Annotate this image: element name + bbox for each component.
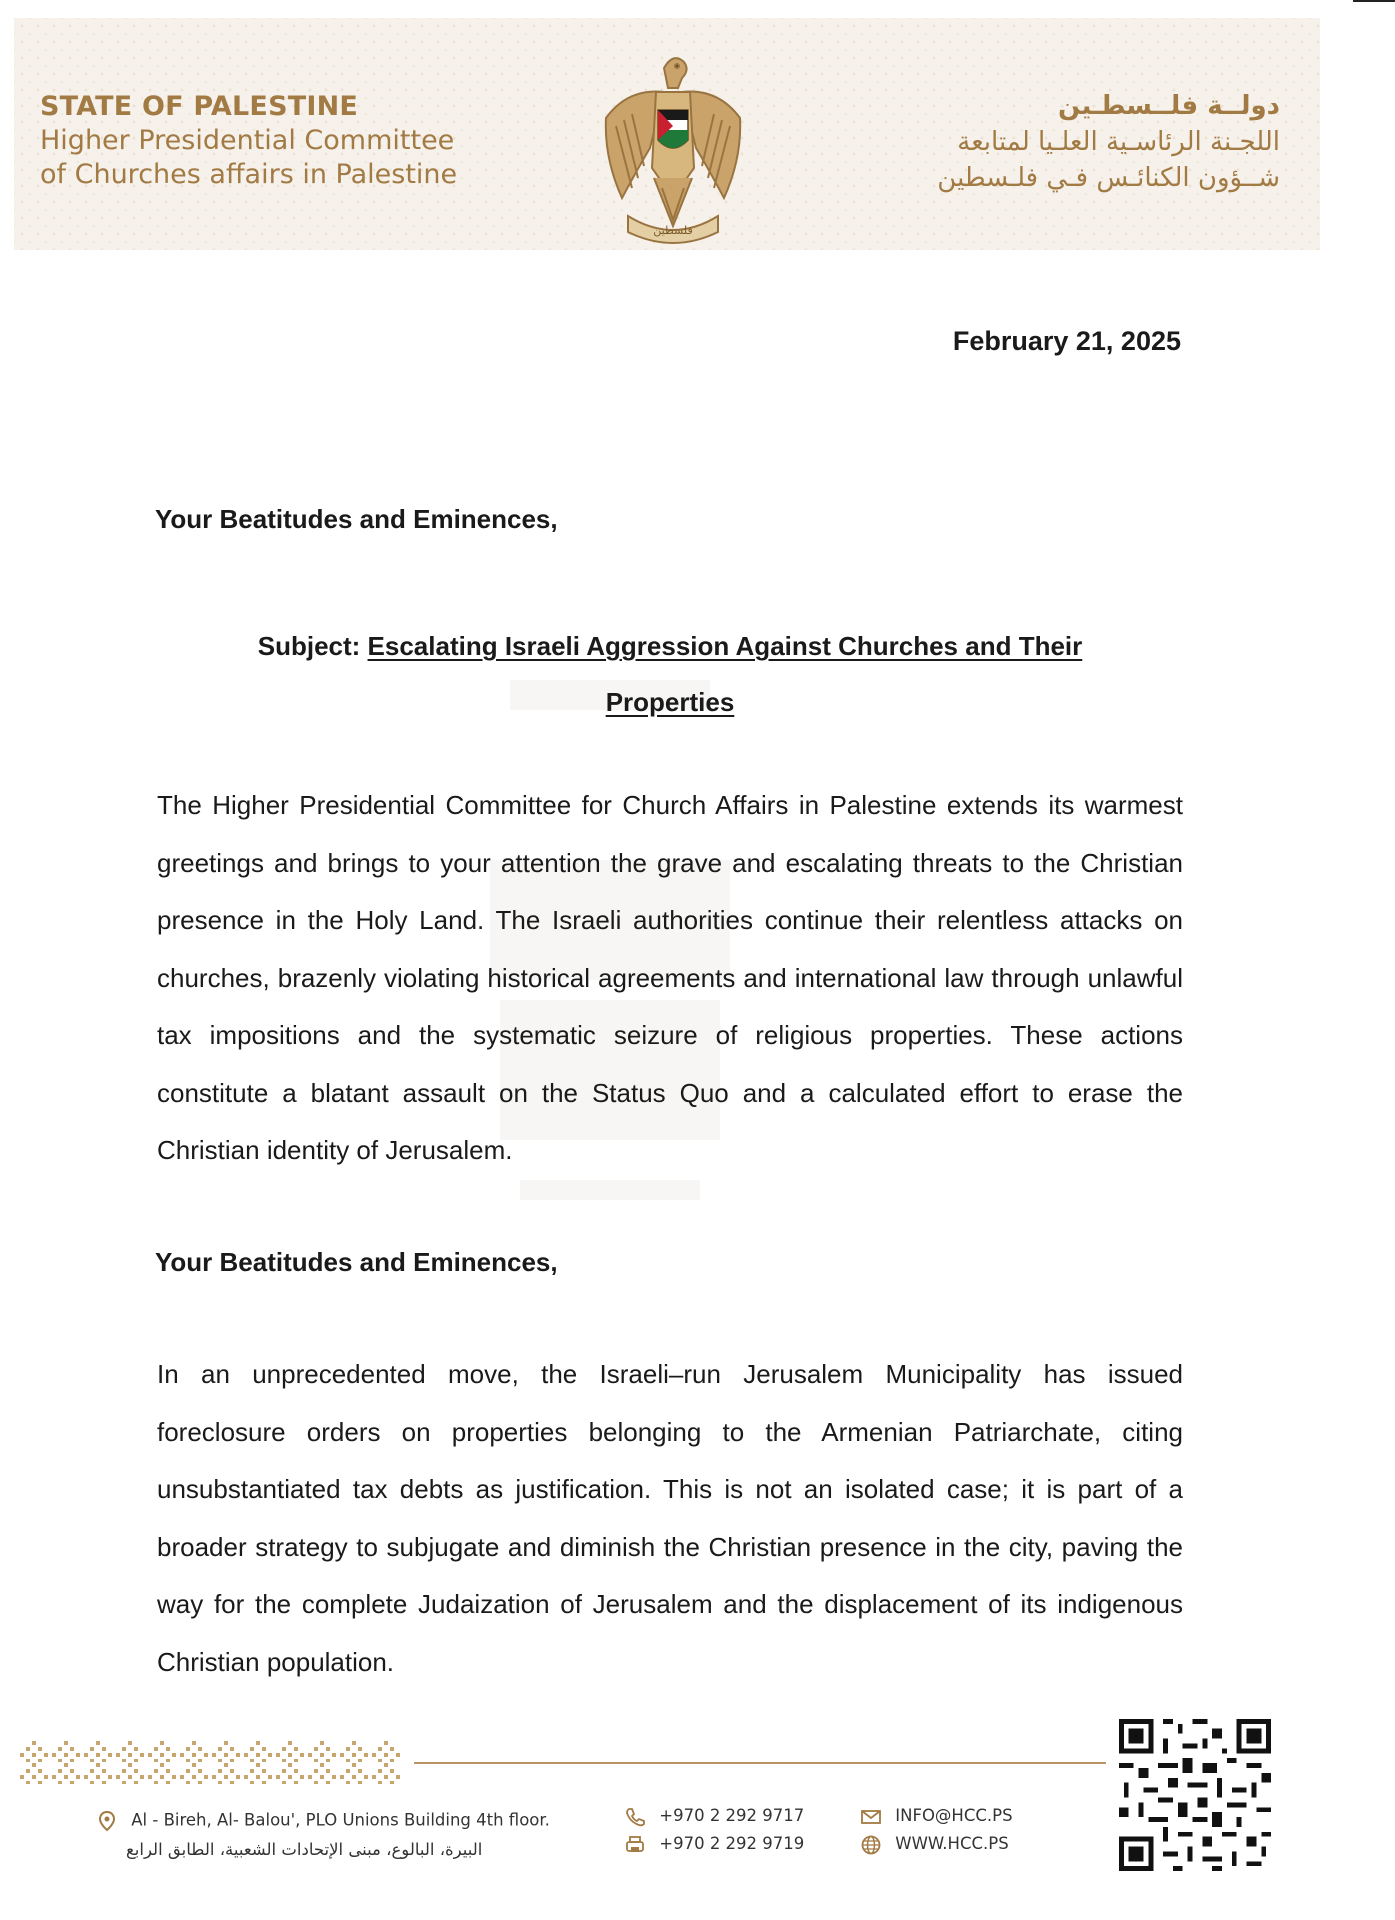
phone-number[interactable]: +970 2 292 9717 xyxy=(659,1806,805,1825)
qr-code-icon[interactable] xyxy=(1114,1714,1276,1876)
letterhead-arabic-line1: دولــة فلــسطـين xyxy=(1058,91,1280,121)
footer-web xyxy=(860,1802,1013,1858)
palestine-eagle-emblem-icon xyxy=(598,48,748,248)
subject-label: Subject: xyxy=(257,631,361,661)
fax-icon xyxy=(624,1834,646,1856)
phone-icon xyxy=(624,1806,646,1828)
letter-subject xyxy=(155,618,1185,730)
page-edge-mark xyxy=(1353,0,1395,2)
letterhead-state-name: STATE OF PALESTINE xyxy=(40,91,359,122)
subject-text-line2: Properties xyxy=(605,687,735,717)
address-arabic: البيرة، البالوع، مبنى الإتحادات الشعبية، الطابق الرابع xyxy=(126,1840,483,1859)
footer-phones xyxy=(624,1802,804,1858)
footer-divider xyxy=(414,1762,1106,1764)
salutation-second: Your Beatitudes and Eminences, xyxy=(155,1247,558,1277)
letterhead-arabic-line3: شــؤون الكنائـس فـي فلـسطين xyxy=(937,163,1280,193)
footer-address xyxy=(96,1810,550,1859)
letterhead-arabic xyxy=(937,88,1280,196)
subject-text-line1: Escalating Israeli Aggression Against Churches and Their xyxy=(367,631,1083,661)
salutation-first: Your Beatitudes and Eminences, xyxy=(155,504,558,534)
fax-number[interactable]: +970 2 292 9719 xyxy=(659,1834,805,1853)
email-link[interactable]: INFO@HCC.PS xyxy=(895,1806,1013,1825)
paragraph-intro: The Higher Presidential Committee for Church Affairs in Palestine extends its warmest greetings and brings to your attention the grave and escalating threats to the Christian presence in the Holy Land. The Israeli authorities continue their relentless attacks on churches, brazenly violating historical agreements and international law through unlawful tax impositions and the systematic seizure of religious properties. These actions constitute a blatant assault on the Status Quo and a calculated effort to erase the Christian identity of Jerusalem. xyxy=(157,790,1183,1165)
website-link[interactable]: WWW.HCC.PS xyxy=(895,1834,1009,1853)
email-icon xyxy=(860,1806,882,1828)
paragraph-foreclosure: In an unprecedented move, the Israeli–run Jerusalem Municipality has issued foreclosure orders on properties belonging to the Armenian Patriarchate, citing unsubstantiated tax debts as justification. This is not an isolated case; it is part of a broader strategy to subjugate and diminish the Christian presence in the city, paving the way for the complete Judaization of Jerusalem and the displacement of its indigenous Christian population. xyxy=(157,1359,1183,1677)
letterhead-english xyxy=(40,90,457,192)
globe-icon xyxy=(860,1834,882,1856)
location-pin-icon xyxy=(96,1810,118,1832)
letterhead-committee-line2: of Churches affairs in Palestine xyxy=(40,159,458,190)
letter-date: February 21, 2025 xyxy=(952,326,1181,356)
embroidery-pattern-icon xyxy=(18,1740,404,1784)
letterhead xyxy=(14,18,1320,250)
emblem-label: فلسطين xyxy=(653,224,693,237)
letterhead-arabic-line2: اللجـنة الرئاسـية العلـيا لمتابعة xyxy=(957,127,1280,157)
letterhead-committee-line1: Higher Presidential Committee xyxy=(40,125,455,156)
address-english: Al - Bireh, Al- Balou', PLO Unions Building 4th floor. xyxy=(131,1810,550,1830)
